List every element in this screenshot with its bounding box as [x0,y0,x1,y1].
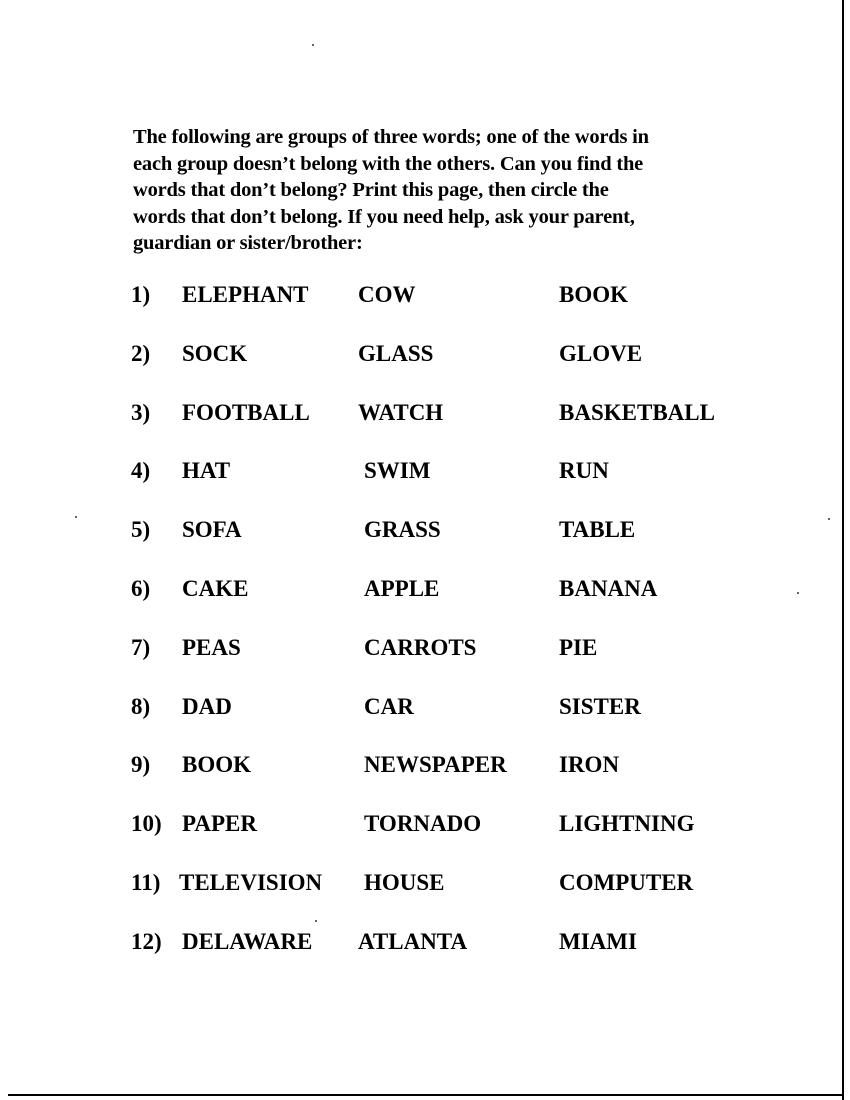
word-groups-list [0,282,850,988]
group-number: 3) [131,399,151,425]
instructions-paragraph [133,124,733,257]
group-number: 9) [131,752,151,778]
group-word: BASKETBALL [559,399,715,425]
group-number: 8) [131,693,151,719]
group-word: TORNADO [364,811,482,837]
group-number: 10) [131,811,162,837]
group-word: GRASS [364,517,441,543]
scan-speck [828,518,830,520]
group-word: FOOTBALL [182,399,310,425]
word-group-row [0,811,850,870]
group-word: PAPER [182,811,257,837]
group-word: COW [358,282,416,307]
group-word: BOOK [559,282,629,307]
group-word: CARROTS [364,634,477,660]
word-group-row [0,517,850,576]
word-group-row [0,929,850,988]
group-word: SOFA [182,517,242,543]
group-word: BOOK [182,752,252,778]
word-group-row [0,635,850,694]
group-word: COMPUTER [559,869,694,895]
instructions-line: guardian or sister/brother: [133,232,363,254]
group-number: 12) [131,928,162,954]
group-word: ATLANTA [358,928,468,954]
group-word: DAD [182,693,232,719]
word-group-row [0,694,850,753]
group-word: TABLE [559,517,636,543]
group-word: RUN [559,458,609,484]
group-word: NEWSPAPER [364,752,507,778]
group-word: IRON [559,752,620,778]
group-word: PEAS [182,634,241,660]
word-group-row [0,870,850,929]
group-number: 11) [131,869,161,895]
group-word: HOUSE [364,869,445,895]
instructions-line: words that don’t belong. If you need help, ask your parent, [133,205,635,228]
group-word: APPLE [364,575,440,601]
scan-edge-right [842,0,844,1100]
scan-edge-bottom [8,1094,844,1096]
group-word: BANANA [559,575,658,601]
word-group-row [0,458,850,517]
word-group-row [0,282,850,341]
scan-speck [75,516,77,518]
group-word: WATCH [358,399,444,425]
group-word: TELEVISION [179,869,323,895]
group-number: 7) [131,634,151,660]
scan-speck [312,44,314,46]
group-word: GLASS [358,340,434,366]
group-word: PIE [559,634,598,660]
word-group-row [0,576,850,635]
instructions-line: The following are groups of three words; one of the words in [133,126,649,148]
group-number: 1) [131,282,151,307]
word-group-row [0,752,850,811]
word-group-row [0,400,850,459]
group-word: CAR [364,693,414,719]
group-word: HAT [182,458,231,484]
group-number: 5) [131,517,151,543]
group-number: 2) [131,340,151,366]
instructions-line: each group doesn’t belong with the others. Can you find the [133,152,644,175]
word-group-row [0,341,850,400]
scan-speck [797,592,799,594]
group-word: MIAMI [559,928,637,954]
group-word: SOCK [182,340,248,366]
group-word: SISTER [559,693,641,719]
group-number: 6) [131,575,151,601]
group-word: SWIM [364,458,431,484]
group-word: CAKE [182,575,249,601]
group-word: ELEPHANT [182,282,309,307]
instructions-line: words that don’t belong? Print this page, then circle the [133,179,609,201]
group-word: DELAWARE [182,928,313,954]
group-number: 4) [131,458,151,484]
scan-speck [315,920,317,922]
group-word: LIGHTNING [559,811,695,837]
group-word: GLOVE [559,340,643,366]
